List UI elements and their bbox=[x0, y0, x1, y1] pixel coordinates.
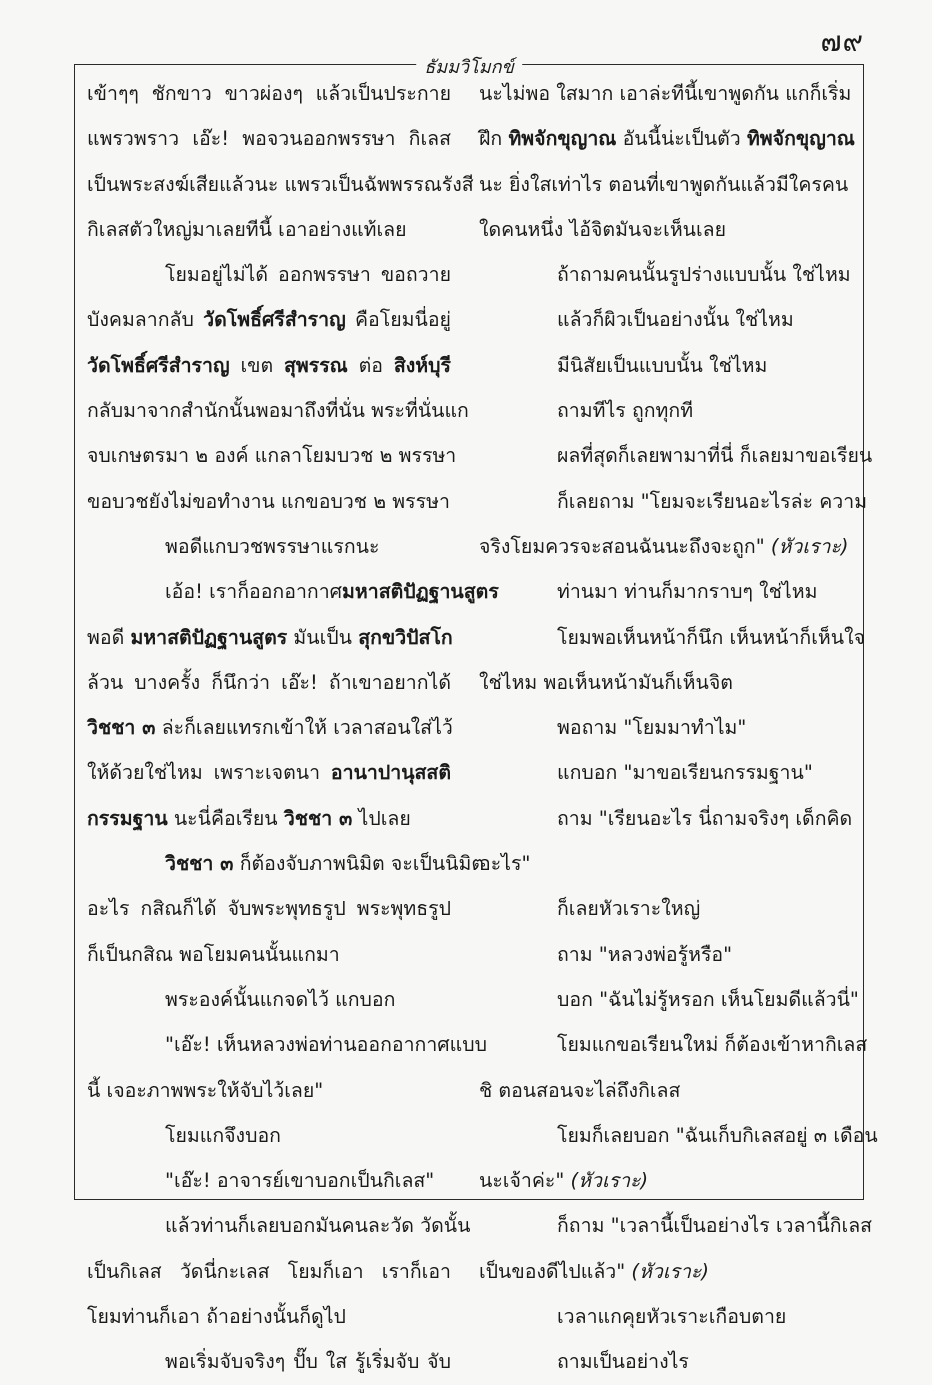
text-line bbox=[479, 796, 853, 841]
bold-term: สุพรรณ bbox=[283, 353, 348, 377]
text-span: ล่ะก็เลยแทรกเข้าให้ เวลาสอนใส่ไว้ bbox=[155, 716, 453, 740]
bold-term: กรรมฐาน bbox=[87, 806, 168, 830]
text-span: นี้ เจอะภาพพระให้จับไว้เลย" bbox=[87, 1078, 324, 1102]
text-line bbox=[87, 750, 451, 795]
text-line bbox=[87, 1339, 451, 1384]
text-line bbox=[479, 207, 843, 252]
bold-term: อานาปานุสสติ bbox=[330, 761, 451, 785]
text-span: แกบอก "มาขอเรียนกรรมฐาน" bbox=[557, 761, 813, 785]
text-line bbox=[479, 1339, 843, 1384]
text-span: อะไร" bbox=[479, 852, 531, 876]
text-span: พอเริ่มจับจริงๆ ปั๊บ ใส รู้เริ่มจับ จับ bbox=[165, 1350, 451, 1374]
text-frame bbox=[74, 57, 878, 1374]
text-span: แล้วท่านก็เลยบอกมันคนละวัด วัดนั้น bbox=[165, 1214, 471, 1238]
text-line bbox=[87, 886, 451, 931]
text-span: นะเจ้าค่ะ" bbox=[479, 1169, 571, 1193]
bold-term: วัดโพธิ์ศรีสำราญ bbox=[87, 353, 230, 377]
bold-term: วิชชา ๓ bbox=[87, 716, 156, 740]
text-line bbox=[87, 660, 451, 705]
text-span: พอถาม "โยมมาทำไม" bbox=[557, 716, 747, 740]
text-span: ถาม "เรียนอะไร นี่ถามจริงๆ เด็กคิด bbox=[557, 806, 853, 830]
text-line bbox=[87, 1113, 451, 1158]
text-span: ใดคนหนึ่ง ไอ้จิตมันจะเห็นเลย bbox=[479, 217, 727, 241]
text-line bbox=[479, 524, 849, 569]
text-line bbox=[479, 388, 843, 433]
text-span: ก็เลยถาม "โยมจะเรียนอะไรล่ะ ความ bbox=[557, 489, 868, 513]
bold-term: ทิพจักขุญาณ bbox=[746, 127, 855, 151]
text-span: โยมท่านก็เอา ถ้าอย่างนั้นก็ดูไป bbox=[87, 1305, 346, 1329]
text-line bbox=[87, 1068, 451, 1113]
text-span: อะไร กสิณก็ได้ จับพระพุทธรูป พระพุทธรูป bbox=[87, 897, 451, 921]
text-line bbox=[479, 116, 855, 161]
text-span: คือโยมนี่อยู่ bbox=[345, 308, 451, 332]
text-span: โยมพอเห็นหน้าก็นึก เห็นหน้าก็เห็นใจ bbox=[557, 625, 866, 649]
text-line bbox=[87, 1249, 451, 1294]
right-column bbox=[479, 71, 878, 1385]
text-line bbox=[87, 162, 474, 207]
text-span: พอดีแกบวชพรรษาแรกนะ bbox=[165, 534, 380, 558]
text-span: โยมอยู่ไม่ได้ ออกพรรษา ขอถวาย bbox=[165, 263, 451, 287]
text-line bbox=[87, 841, 485, 886]
page-number: ๗๙ bbox=[820, 25, 864, 58]
text-span: ถามเป็นอย่างไร bbox=[557, 1350, 689, 1374]
text-line bbox=[87, 71, 451, 116]
text-line bbox=[479, 841, 843, 886]
text-span: ฝึก bbox=[479, 127, 509, 151]
text-line bbox=[479, 750, 843, 795]
running-header: ธัมมวิโมกข์ bbox=[416, 52, 522, 81]
text-span: เขต bbox=[229, 353, 284, 377]
text-span: กิเลสตัวใหญ่มาเลยทีนี้ เอาอย่างแท้เลย bbox=[87, 217, 407, 241]
bold-term: สุกขวิปัสโก bbox=[358, 625, 453, 649]
text-line bbox=[87, 1158, 451, 1203]
text-line bbox=[87, 1203, 471, 1248]
text-span: เป็นกิเลส วัดนี่กะเลส โยมก็เอา เราก็เอา bbox=[87, 1259, 451, 1283]
text-line bbox=[87, 479, 451, 524]
text-line bbox=[479, 977, 859, 1022]
text-span: ถาม "หลวงพ่อรู้หรือ" bbox=[557, 942, 733, 966]
text-line bbox=[87, 615, 451, 660]
italic-note: (หัวเราะ) bbox=[631, 1259, 710, 1283]
text-line bbox=[87, 932, 451, 977]
text-line bbox=[479, 297, 843, 342]
text-span: บังคมลากลับ bbox=[87, 308, 204, 332]
text-span: "เอ๊ะ! อาจารย์เขาบอกเป็นกิเลส" bbox=[165, 1169, 435, 1193]
text-span: ใช่ไหม พอเห็นหน้ามันก็เห็นจิต bbox=[479, 670, 733, 694]
text-span: ถ้าถามคนนั้นรูปร่างแบบนั้น ใช่ไหม bbox=[557, 263, 851, 287]
text-line bbox=[87, 705, 451, 750]
text-span: ก็ถาม "เวลานี้เป็นอย่างไร เวลานี้กิเลส bbox=[557, 1214, 873, 1238]
text-span: โยมก็เลยบอก "ฉันเก็บกิเลสอยู่ ๓ เดือน bbox=[557, 1123, 878, 1147]
text-span: บอก "ฉันไม่รู้หรอก เห็นโยมดีแล้วนี่" bbox=[557, 987, 859, 1011]
bold-term: วัดโพธิ์ศรีสำราญ bbox=[203, 308, 346, 332]
bold-term: สิงห์บุรี bbox=[393, 353, 451, 377]
text-span: ไปเลย bbox=[352, 806, 411, 830]
text-line bbox=[87, 207, 451, 252]
text-span: ขอบวชยังไม่ขอทำงาน แกขอบวช ๒ พรรษา bbox=[87, 489, 450, 513]
text-line bbox=[87, 116, 451, 161]
text-span: จบเกษตรมา ๒ องค์ แกลาโยมบวช ๒ พรรษา bbox=[87, 444, 457, 468]
text-span: ถามทีไร ถูกทุกที bbox=[557, 399, 694, 423]
text-span: ชิ ตอนสอนจะไล่ถึงกิเลส bbox=[479, 1078, 681, 1102]
text-line bbox=[87, 252, 451, 297]
text-span: ล้วน บางครั้ง ก็นึกว่า เอ๊ะ! ถ้าเขาอยากได้ bbox=[87, 670, 451, 694]
text-line bbox=[479, 479, 868, 524]
text-span: จริงโยมควรจะสอนฉันนะถึงจะถูก" bbox=[479, 534, 771, 558]
italic-note: (หัวเราะ) bbox=[770, 534, 849, 558]
text-line bbox=[479, 615, 866, 660]
text-line bbox=[87, 433, 457, 478]
text-line bbox=[479, 252, 851, 297]
text-span: พอดี bbox=[87, 625, 131, 649]
text-span: โยมแกจึงบอก bbox=[165, 1123, 281, 1147]
text-span: ก็ต้องจับภาพนิมิต จะเป็นนิมิต bbox=[233, 852, 485, 876]
text-line bbox=[87, 1022, 488, 1067]
text-line bbox=[87, 1294, 451, 1339]
bold-term: ทิพจักขุญาณ bbox=[508, 127, 617, 151]
text-line bbox=[479, 433, 873, 478]
text-span: ให้ด้วยใช่ไหม เพราะเจตนา bbox=[87, 761, 331, 785]
text-span: เวลาแกคุยหัวเราะเกือบตาย bbox=[557, 1305, 787, 1329]
text-line bbox=[87, 796, 451, 841]
text-line bbox=[479, 932, 843, 977]
bold-term: มหาสติปัฏฐานสูตร bbox=[130, 625, 288, 649]
bold-term: วิชชา ๓ bbox=[165, 852, 234, 876]
text-line bbox=[479, 660, 843, 705]
text-span: เอ้อ! เราก็ออกอากาศ bbox=[165, 580, 343, 604]
text-span: มีนิสัยเป็นแบบนั้น ใช่ไหม bbox=[557, 353, 768, 377]
text-line bbox=[479, 162, 849, 207]
bold-term: วิชชา ๓ bbox=[283, 806, 353, 830]
text-span: อันนี้น่ะเป็นตัว bbox=[616, 127, 747, 151]
text-line bbox=[479, 343, 843, 388]
text-span: ก็เลยหัวเราะใหญ่ bbox=[557, 897, 701, 921]
text-line bbox=[479, 705, 843, 750]
text-span: ต่อ bbox=[347, 353, 394, 377]
text-line bbox=[87, 297, 451, 342]
text-span: "เอ๊ะ! เห็นหลวงพ่อท่านออกอากาศแบบ bbox=[165, 1033, 488, 1057]
text-span: แล้วก็ผิวเป็นอย่างนั้น ใช่ไหม bbox=[557, 308, 794, 332]
text-line bbox=[479, 1158, 843, 1203]
text-span: ผลที่สุดก็เลยพามาที่นี่ ก็เลยมาขอเรียน bbox=[557, 444, 873, 468]
text-span: เป็นพระสงฆ์เสียแล้วนะ แพรวเป็นฉัพพรรณรังสี bbox=[87, 172, 474, 196]
text-line bbox=[479, 1022, 868, 1067]
text-span: แพรวพราว เอ๊ะ! พอจวนออกพรรษา กิเลส bbox=[87, 127, 451, 151]
text-span: นะ ยิ่งใสเท่าไร ตอนที่เขาพูดกันแล้วมีใครคน bbox=[479, 172, 849, 196]
text-span: นะไม่พอ ใสมาก เอาล่ะทีนี้เขาพูดกัน แกก็เริ่ม bbox=[479, 82, 852, 105]
text-span: ท่านมา ท่านก็มากราบๆ ใช่ไหม bbox=[557, 580, 818, 604]
text-line bbox=[87, 569, 499, 614]
text-span: โยมแกขอเรียนใหม่ ก็ต้องเข้าหากิเลส bbox=[557, 1033, 868, 1057]
text-line bbox=[479, 886, 843, 931]
text-span: เป็นของดีไปแล้ว" bbox=[479, 1259, 632, 1283]
text-line bbox=[479, 71, 852, 116]
text-line bbox=[479, 1068, 843, 1113]
text-line bbox=[479, 1249, 843, 1294]
text-span: นะนี่คือเรียน bbox=[167, 806, 284, 830]
text-span: ก็เป็นกสิณ พอโยมคนนั้นแกมา bbox=[87, 942, 340, 966]
text-line bbox=[87, 977, 451, 1022]
text-span: มันเป็น bbox=[287, 625, 359, 649]
text-line bbox=[87, 524, 451, 569]
text-line bbox=[479, 1294, 843, 1339]
bold-term: มหาสติปัฏฐานสูตร bbox=[342, 580, 499, 604]
text-span: เข้าๆๆ ชักขาว ขาวผ่องๆ แล้วเป็นประกาย bbox=[87, 82, 451, 105]
text-line bbox=[479, 569, 843, 614]
text-span: พระองค์นั้นแกจดไว้ แกบอก bbox=[165, 987, 396, 1011]
text-line bbox=[87, 388, 469, 433]
text-line bbox=[87, 343, 451, 388]
text-line bbox=[479, 1113, 878, 1158]
italic-note: (หัวเราะ) bbox=[570, 1169, 649, 1193]
text-span: กลับมาจากสำนักนั้นพอมาถึงที่นั่น พระที่นั่นแก bbox=[87, 399, 469, 423]
text-line bbox=[479, 1203, 873, 1248]
